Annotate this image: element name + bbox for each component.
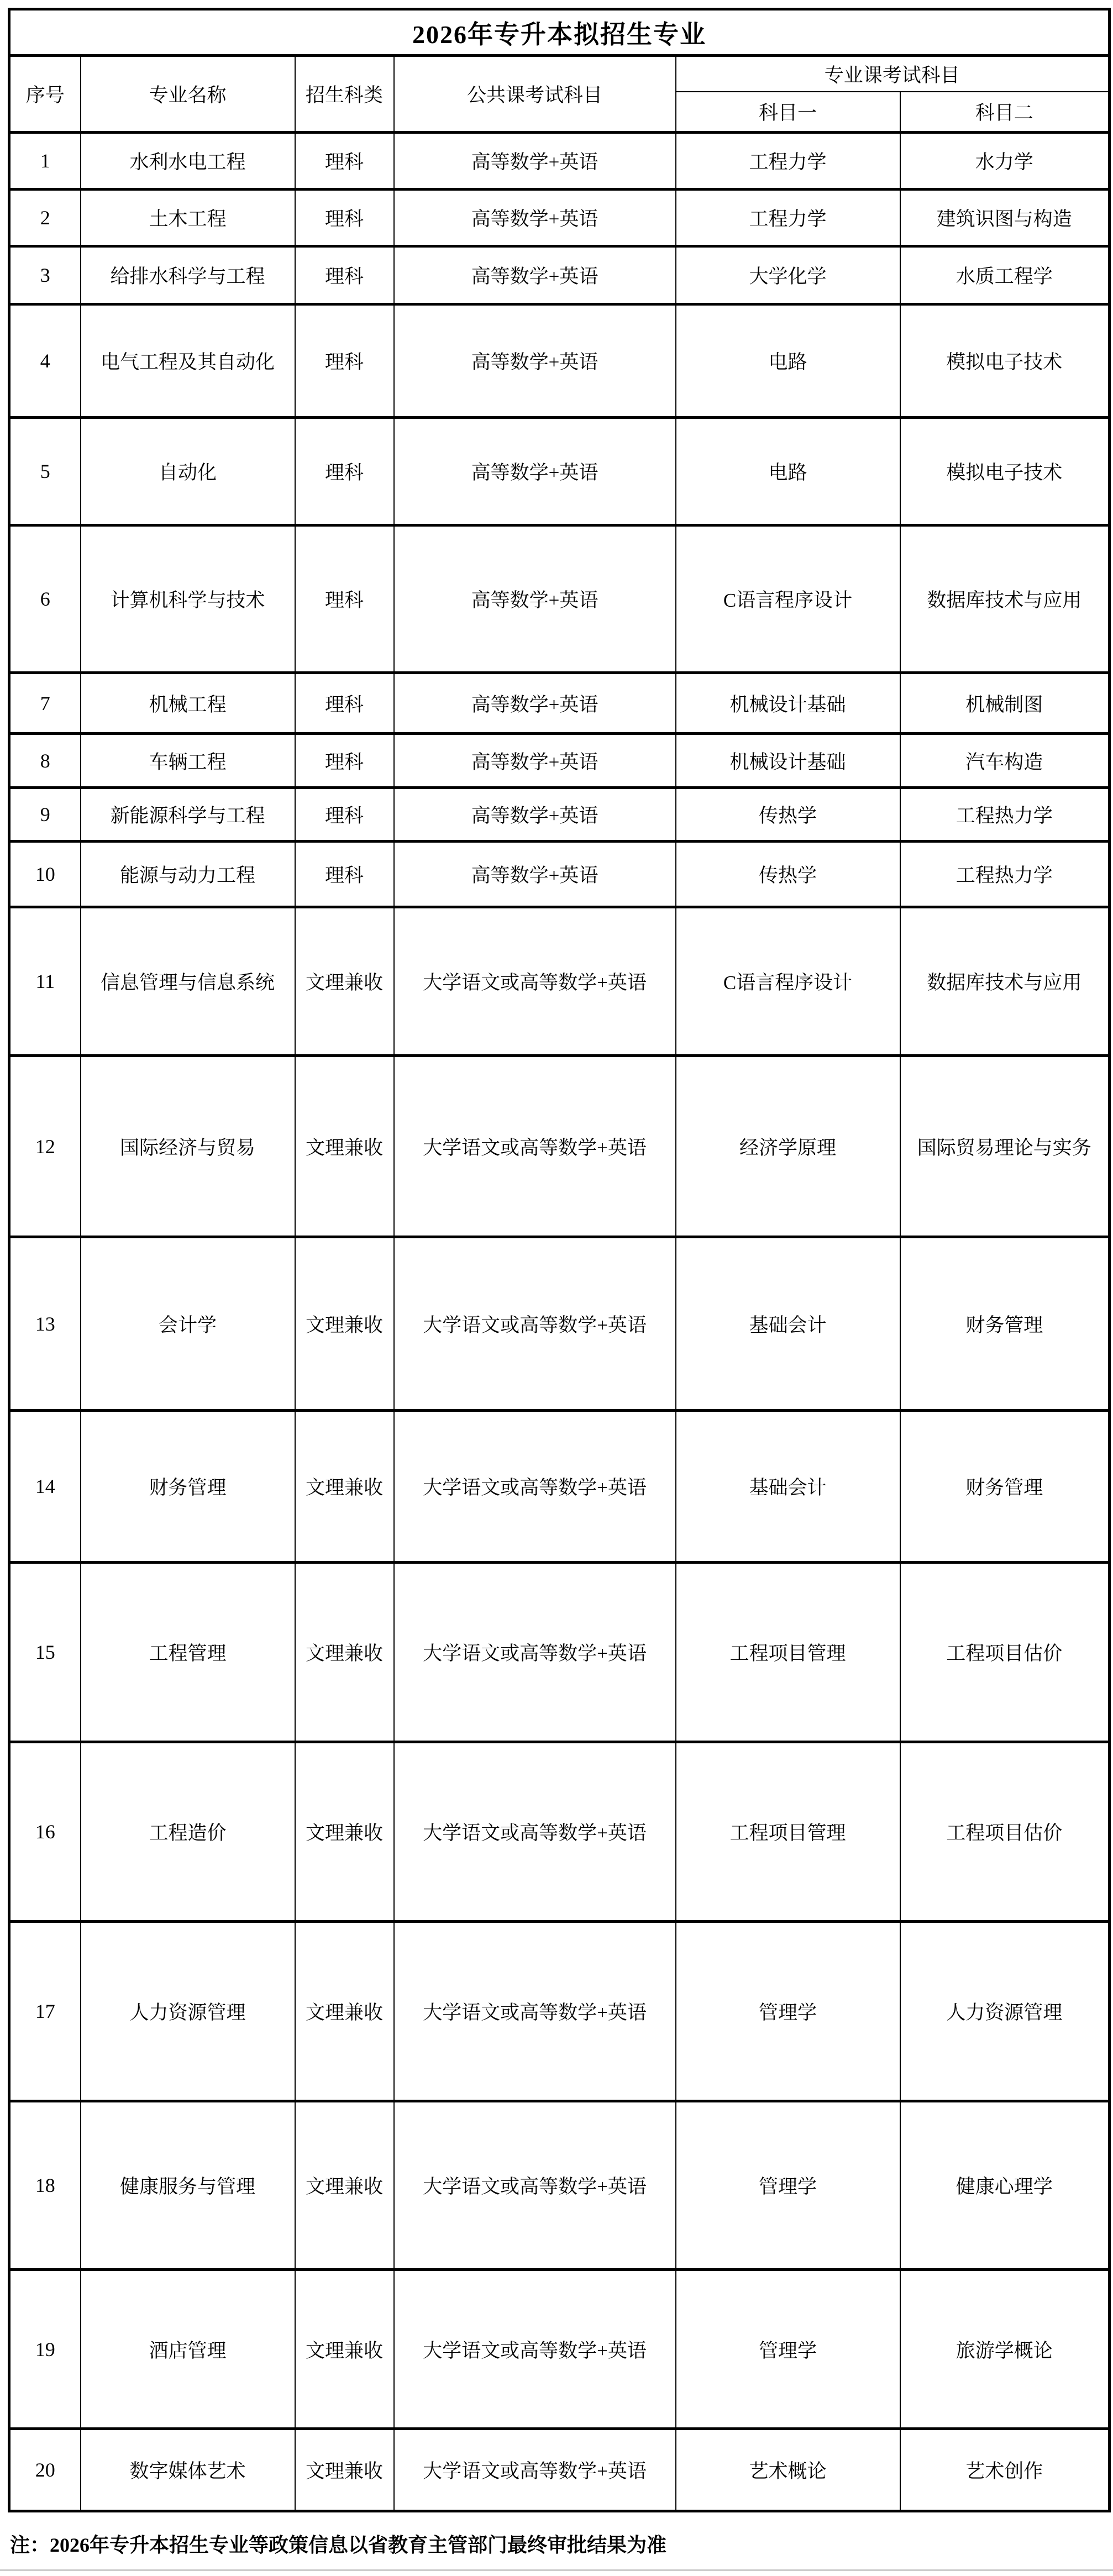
- table-body: [9, 133, 1110, 2511]
- table-row: [9, 2101, 1110, 2270]
- public-course-cell: 高等数学+英语: [394, 673, 676, 734]
- category-cell: 文理兼收: [295, 1742, 394, 1922]
- table-row: [9, 2270, 1110, 2429]
- row-number-cell: 5: [9, 418, 81, 525]
- table-row: [9, 1563, 1110, 1742]
- table-row: [9, 1411, 1110, 1563]
- header-category: 招生科类: [295, 56, 394, 133]
- category-cell: 文理兼收: [295, 1563, 394, 1742]
- subject2-cell: 模拟电子技术: [900, 304, 1110, 418]
- header-subject1: 科目一: [676, 92, 900, 133]
- row-number-cell: 13: [9, 1237, 81, 1411]
- subject2-cell: 旅游学概论: [900, 2270, 1110, 2429]
- row-number-cell: 9: [9, 788, 81, 842]
- header-no: 序号: [9, 56, 81, 133]
- table-row: [9, 673, 1110, 734]
- category-cell: 理科: [295, 133, 394, 190]
- subject1-cell: 电路: [676, 304, 900, 418]
- category-cell: 文理兼收: [295, 2270, 394, 2429]
- row-number-cell: 6: [9, 525, 81, 673]
- public-course-cell: 高等数学+英语: [394, 788, 676, 842]
- header-row-top: [9, 56, 1110, 92]
- subject1-cell: C语言程序设计: [676, 907, 900, 1056]
- subject1-cell: 传热学: [676, 788, 900, 842]
- subject1-cell: 机械设计基础: [676, 673, 900, 734]
- public-course-cell: 大学语文或高等数学+英语: [394, 2101, 676, 2270]
- admissions-table: [8, 8, 1111, 2512]
- subject2-cell: 机械制图: [900, 673, 1110, 734]
- category-cell: 文理兼收: [295, 1411, 394, 1563]
- row-number-cell: 4: [9, 304, 81, 418]
- subject1-cell: C语言程序设计: [676, 525, 900, 673]
- category-cell: 理科: [295, 418, 394, 525]
- subject2-cell: 水力学: [900, 133, 1110, 190]
- public-course-cell: 高等数学+英语: [394, 418, 676, 525]
- major-name-cell: 计算机科学与技术: [81, 525, 295, 673]
- category-cell: 理科: [295, 246, 394, 304]
- subject1-cell: 电路: [676, 418, 900, 525]
- subject2-cell: 财务管理: [900, 1411, 1110, 1563]
- category-cell: 文理兼收: [295, 2429, 394, 2511]
- major-name-cell: 财务管理: [81, 1411, 295, 1563]
- category-cell: 理科: [295, 842, 394, 907]
- subject1-cell: 基础会计: [676, 1411, 900, 1563]
- table-row: [9, 133, 1110, 190]
- public-course-cell: 大学语文或高等数学+英语: [394, 1056, 676, 1237]
- table-row: [9, 734, 1110, 788]
- subject1-cell: 工程项目管理: [676, 1742, 900, 1922]
- header-subject2: 科目二: [900, 92, 1110, 133]
- footer-note: 注：2026年专升本招生专业等政策信息以省教育主管部门最终审批结果为准: [10, 2534, 667, 2556]
- table-row: [9, 1742, 1110, 1922]
- public-course-cell: 大学语文或高等数学+英语: [394, 2429, 676, 2511]
- major-name-cell: 酒店管理: [81, 2270, 295, 2429]
- subject2-cell: 财务管理: [900, 1237, 1110, 1411]
- table-row: [9, 1237, 1110, 1411]
- row-number-cell: 11: [9, 907, 81, 1056]
- row-number-cell: 7: [9, 673, 81, 734]
- major-name-cell: 机械工程: [81, 673, 295, 734]
- public-course-cell: 高等数学+英语: [394, 246, 676, 304]
- major-name-cell: 车辆工程: [81, 734, 295, 788]
- subject2-cell: 工程热力学: [900, 842, 1110, 907]
- table-row: [9, 788, 1110, 842]
- bottom-rule: [0, 2569, 1113, 2571]
- category-cell: 文理兼收: [295, 1056, 394, 1237]
- major-name-cell: 会计学: [81, 1237, 295, 1411]
- category-cell: 理科: [295, 734, 394, 788]
- subject2-cell: 国际贸易理论与实务: [900, 1056, 1110, 1237]
- row-number-cell: 1: [9, 133, 81, 190]
- subject2-cell: 工程热力学: [900, 788, 1110, 842]
- table-row: [9, 842, 1110, 907]
- category-cell: 理科: [295, 788, 394, 842]
- public-course-cell: 大学语文或高等数学+英语: [394, 1922, 676, 2101]
- table-title-row: [9, 9, 1110, 56]
- public-course-cell: 高等数学+英语: [394, 304, 676, 418]
- subject2-cell: 数据库技术与应用: [900, 525, 1110, 673]
- table-row: [9, 2429, 1110, 2511]
- row-number-cell: 8: [9, 734, 81, 788]
- major-name-cell: 信息管理与信息系统: [81, 907, 295, 1056]
- category-cell: 文理兼收: [295, 907, 394, 1056]
- subject1-cell: 管理学: [676, 2270, 900, 2429]
- major-name-cell: 给排水科学与工程: [81, 246, 295, 304]
- subject2-cell: 模拟电子技术: [900, 418, 1110, 525]
- public-course-cell: 高等数学+英语: [394, 190, 676, 246]
- subject2-cell: 健康心理学: [900, 2101, 1110, 2270]
- public-course-cell: 高等数学+英语: [394, 734, 676, 788]
- subject1-cell: 经济学原理: [676, 1056, 900, 1237]
- row-number-cell: 12: [9, 1056, 81, 1237]
- row-number-cell: 3: [9, 246, 81, 304]
- subject2-cell: 建筑识图与构造: [900, 190, 1110, 246]
- public-course-cell: 大学语文或高等数学+英语: [394, 1411, 676, 1563]
- public-course-cell: 大学语文或高等数学+英语: [394, 907, 676, 1056]
- subject2-cell: 艺术创作: [900, 2429, 1110, 2511]
- page-title: 2026年专升本拟招生专业: [9, 9, 1110, 56]
- subject2-cell: 汽车构造: [900, 734, 1110, 788]
- major-name-cell: 数字媒体艺术: [81, 2429, 295, 2511]
- subject1-cell: 大学化学: [676, 246, 900, 304]
- header-professional-course: 专业课考试科目: [676, 56, 1110, 92]
- category-cell: 文理兼收: [295, 2101, 394, 2270]
- major-name-cell: 人力资源管理: [81, 1922, 295, 2101]
- table-row: [9, 304, 1110, 418]
- row-number-cell: 18: [9, 2101, 81, 2270]
- row-number-cell: 10: [9, 842, 81, 907]
- table-row: [9, 525, 1110, 673]
- subject1-cell: 工程项目管理: [676, 1563, 900, 1742]
- table-row: [9, 246, 1110, 304]
- public-course-cell: 高等数学+英语: [394, 525, 676, 673]
- public-course-cell: 大学语文或高等数学+英语: [394, 2270, 676, 2429]
- category-cell: 理科: [295, 190, 394, 246]
- major-name-cell: 自动化: [81, 418, 295, 525]
- table-row: [9, 418, 1110, 525]
- category-cell: 文理兼收: [295, 1237, 394, 1411]
- header-public-course: 公共课考试科目: [394, 56, 676, 133]
- major-name-cell: 国际经济与贸易: [81, 1056, 295, 1237]
- major-name-cell: 能源与动力工程: [81, 842, 295, 907]
- subject1-cell: 管理学: [676, 1922, 900, 2101]
- subject2-cell: 人力资源管理: [900, 1922, 1110, 2101]
- subject2-cell: 数据库技术与应用: [900, 907, 1110, 1056]
- public-course-cell: 大学语文或高等数学+英语: [394, 1563, 676, 1742]
- major-name-cell: 电气工程及其自动化: [81, 304, 295, 418]
- table-row: [9, 1922, 1110, 2101]
- major-name-cell: 健康服务与管理: [81, 2101, 295, 2270]
- row-number-cell: 19: [9, 2270, 81, 2429]
- subject1-cell: 机械设计基础: [676, 734, 900, 788]
- row-number-cell: 2: [9, 190, 81, 246]
- subject1-cell: 艺术概论: [676, 2429, 900, 2511]
- major-name-cell: 水利水电工程: [81, 133, 295, 190]
- table-row: [9, 907, 1110, 1056]
- subject2-cell: 水质工程学: [900, 246, 1110, 304]
- major-name-cell: 新能源科学与工程: [81, 788, 295, 842]
- major-name-cell: 工程造价: [81, 1742, 295, 1922]
- subject1-cell: 传热学: [676, 842, 900, 907]
- row-number-cell: 15: [9, 1563, 81, 1742]
- row-number-cell: 14: [9, 1411, 81, 1563]
- subject1-cell: 管理学: [676, 2101, 900, 2270]
- category-cell: 理科: [295, 525, 394, 673]
- major-name-cell: 土木工程: [81, 190, 295, 246]
- public-course-cell: 高等数学+英语: [394, 133, 676, 190]
- table-row: [9, 1056, 1110, 1237]
- subject2-cell: 工程项目估价: [900, 1563, 1110, 1742]
- category-cell: 文理兼收: [295, 1922, 394, 2101]
- subject1-cell: 基础会计: [676, 1237, 900, 1411]
- subject2-cell: 工程项目估价: [900, 1742, 1110, 1922]
- table-row: [9, 190, 1110, 246]
- category-cell: 理科: [295, 304, 394, 418]
- category-cell: 理科: [295, 673, 394, 734]
- public-course-cell: 大学语文或高等数学+英语: [394, 1742, 676, 1922]
- public-course-cell: 高等数学+英语: [394, 842, 676, 907]
- header-major: 专业名称: [81, 56, 295, 133]
- major-name-cell: 工程管理: [81, 1563, 295, 1742]
- subject1-cell: 工程力学: [676, 133, 900, 190]
- public-course-cell: 大学语文或高等数学+英语: [394, 1237, 676, 1411]
- subject1-cell: 工程力学: [676, 190, 900, 246]
- row-number-cell: 16: [9, 1742, 81, 1922]
- row-number-cell: 17: [9, 1922, 81, 2101]
- row-number-cell: 20: [9, 2429, 81, 2511]
